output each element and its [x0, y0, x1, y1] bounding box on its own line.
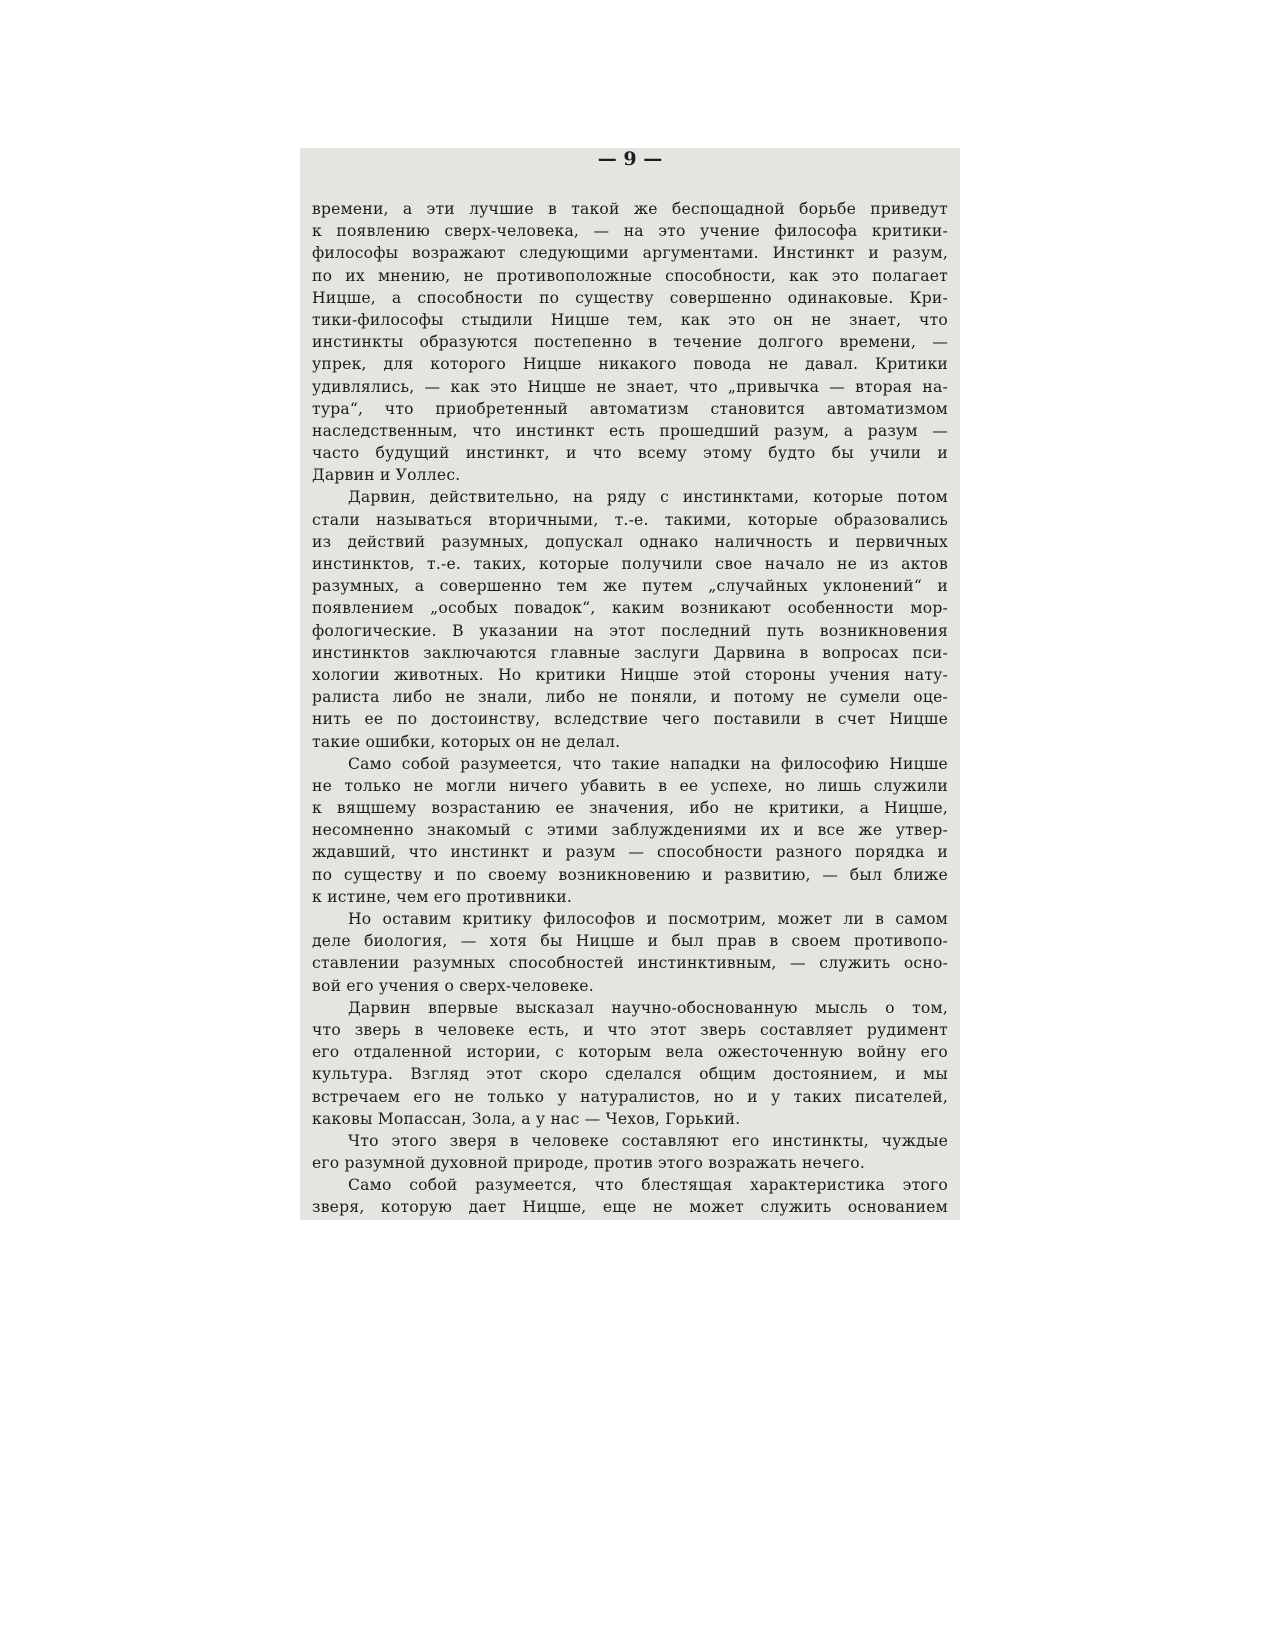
text-line: ждавший, что инстинкт и разум — способности разного порядка и: [312, 843, 948, 862]
text-line: Но оставим критику философов и посмотрим, может ли в самом: [348, 910, 948, 928]
text-line: вой его учения о сверх-человеке.: [312, 976, 594, 995]
body-text: [312, 198, 948, 1219]
text-line: Само собой разумеется, что такие нападки на философию Ницше: [348, 754, 948, 773]
text-line: не только не могли ничего убавить в ее успехе, но лишь служили: [312, 776, 948, 795]
text-line: инстинкты образуются постепенно в течение долгого времени, —: [312, 333, 948, 352]
text-line: что зверь в человеке есть, и что этот зверь составляет рудимент: [312, 1020, 948, 1039]
text-line: Дарвин, действительно, на ряду с инстинктами, которые потом: [348, 488, 948, 507]
text-line: времени, а эти лучшие в такой же беспощадной борьбе приведут: [312, 200, 948, 218]
text-line: стали называться вторичными, т.-е. такими, которые образовались: [312, 510, 948, 529]
page-number: — 9 —: [597, 148, 663, 170]
text-line: тики-философы стыдили Ницше тем, как это он не знает, что: [312, 310, 948, 329]
text-line: несомненно знакомый с этими заблуждениями их и все же утвер-: [312, 821, 948, 840]
text-line: к вящшему возрастанию ее значения, ибо не критики, а Ницше,: [312, 799, 948, 818]
scanned-page: [300, 148, 960, 1220]
text-line: ставлении разумных способностей инстинктивным, — служить осно-: [312, 954, 948, 973]
text-line: его разумной духовной природе, против этого возражать нечего.: [312, 1154, 866, 1173]
text-line: зверя, которую дает Ницше, еще не может служить основанием: [312, 1198, 948, 1217]
text-line: культура. Взгляд этот скоро сделался общим достоянием, и мы: [312, 1065, 948, 1084]
text-line: инстинктов заключаются главные заслуги Дарвина в вопросах пси-: [312, 643, 948, 662]
text-line: наследственным, что инстинкт есть прошедший разум, а разум —: [312, 421, 948, 440]
text-line: тура“, что приобретенный автоматизм становится автоматизмом: [312, 399, 948, 418]
text-line: разумных, а совершенно тем же путем „случайных уклонений“ и: [312, 577, 948, 596]
text-line: инстинктов, т.-е. таких, которые получили свое начало не из актов: [312, 555, 948, 573]
text-line: такие ошибки, которых он не делал.: [312, 732, 621, 751]
text-line: к истине, чем его противники.: [312, 887, 572, 906]
text-line: часто будущий инстинкт, и что всему этому будто бы учили и: [312, 444, 948, 463]
text-line: по их мнению, не противоположные способности, как это полагает: [312, 266, 948, 285]
text-line: Ницше, а способности по существу совершенно одинаковые. Кри-: [312, 288, 948, 307]
text-line: появлением „особых повадок“, каким возникают особенности мор-: [312, 599, 948, 618]
text-line: по существу и по своему возникновению и развитию, — был ближе: [312, 865, 948, 884]
text-line: нить ее по достоинству, вследствие чего поставили в счет Ницше: [312, 710, 948, 729]
text-line: философы возражают следующими аргументами. Инстинкт и разум,: [312, 244, 948, 263]
text-line: каковы Мопассан, Зола, а у нас — Чехов, Горький.: [312, 1109, 741, 1128]
text-line: фологические. В указании на этот последний путь возникновения: [312, 621, 948, 640]
text-line: хологии животных. Но критики Ницше этой стороны учения нату-: [312, 665, 948, 684]
text-line: упрек, для которого Ницше никакого повода не давал. Критики: [312, 355, 948, 374]
text-line: Дарвин впервые высказал научно-обоснованную мысль о том,: [348, 998, 948, 1017]
text-line: к появлению сверх-человека, — на это учение философа критики-: [312, 222, 948, 241]
text-line: деле биология, — хотя бы Ницше и был прав в своем противопо-: [312, 932, 948, 951]
text-line: из действий разумных, допускал однако наличность и первичных: [312, 532, 948, 551]
text-line: Дарвин и Уоллес.: [312, 466, 461, 485]
text-line: его отдаленной истории, с которым вела ожесточенную войну его: [312, 1043, 948, 1062]
text-line: ралиста либо не знали, либо не поняли, и потому не сумели оце-: [312, 688, 948, 707]
text-line: удивлялись, — как это Ницше не знает, что „привычка — вторая на-: [312, 377, 948, 396]
text-line: встречаем его не только у натуралистов, но и у таких писателей,: [312, 1087, 948, 1106]
text-line: Что этого зверя в человеке составляют его инстинкты, чуждые: [348, 1131, 948, 1150]
text-line: Само собой разумеется, что блестящая характеристика этого: [348, 1176, 948, 1195]
